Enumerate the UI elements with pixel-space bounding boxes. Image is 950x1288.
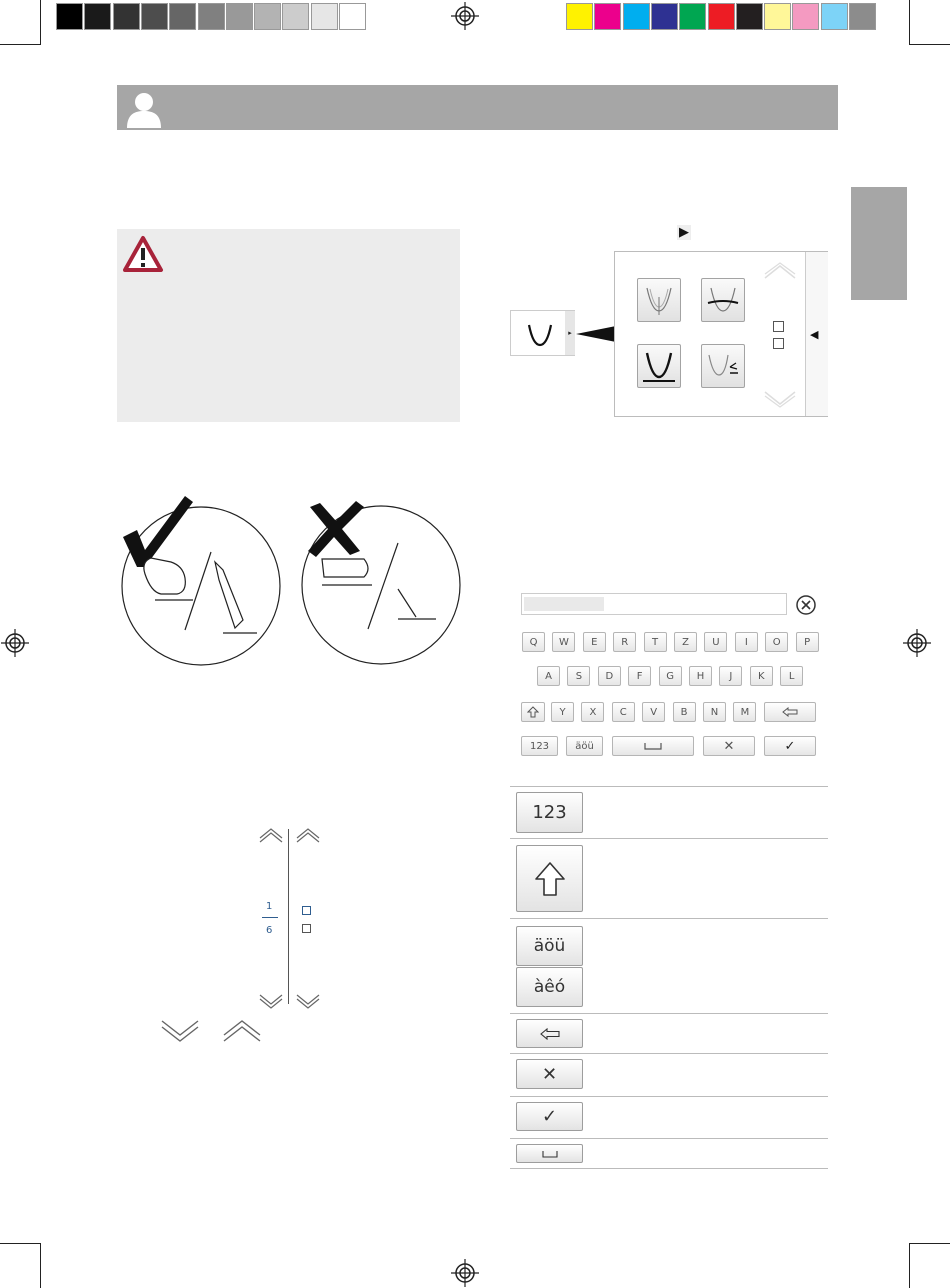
calibration-swatch — [792, 3, 819, 30]
clear-input-icon[interactable] — [795, 594, 817, 616]
scroll-down-chevron-icon[interactable] — [295, 993, 321, 1009]
calibration-swatch — [849, 3, 876, 30]
calibration-swatch — [254, 3, 281, 30]
key-o[interactable]: O — [765, 632, 788, 652]
key-g[interactable]: G — [659, 666, 682, 686]
registration-mark-icon — [903, 629, 931, 657]
chevron-down-icon — [160, 1019, 200, 1043]
table-divider — [510, 1053, 828, 1054]
legend-cancel-key: ✕ — [516, 1059, 583, 1089]
key-k[interactable]: K — [750, 666, 773, 686]
key-y[interactable]: Y — [551, 702, 574, 722]
crop-mark — [0, 44, 40, 45]
crop-mark — [40, 0, 41, 45]
key-c[interactable]: C — [612, 702, 635, 722]
shift-arrow-icon — [534, 861, 566, 897]
registration-mark-icon — [1, 629, 29, 657]
key-f[interactable]: F — [628, 666, 651, 686]
v-curve-bold-button[interactable] — [637, 344, 681, 388]
play-marker: ▶ — [679, 225, 689, 240]
key-t[interactable]: T — [644, 632, 667, 652]
scroller-divider — [288, 829, 289, 1004]
key-x[interactable]: X — [581, 702, 604, 722]
crop-mark — [910, 1243, 950, 1244]
v-curve-plain-icon — [638, 279, 680, 321]
calibration-swatch — [339, 3, 366, 30]
section-header-bar — [117, 85, 838, 130]
calibration-swatch — [736, 3, 763, 30]
touch-incorrect-illustration — [298, 499, 466, 669]
page-indicator-square — [773, 321, 784, 332]
key-i[interactable]: I — [735, 632, 758, 652]
v-curve-line-button[interactable] — [701, 278, 745, 322]
confirm-key[interactable]: ✓ — [764, 736, 816, 756]
shift-key[interactable] — [521, 702, 545, 722]
chapter-side-tab — [851, 187, 907, 300]
v-curve-line-icon — [702, 279, 744, 321]
key-v[interactable]: V — [642, 702, 665, 722]
text-input-field[interactable] — [521, 593, 787, 615]
table-divider — [510, 1013, 828, 1014]
warning-triangle-icon — [122, 235, 164, 273]
key-w[interactable]: W — [552, 632, 575, 652]
table-divider — [510, 1168, 828, 1169]
table-divider — [510, 1138, 828, 1139]
registration-mark-icon — [451, 1259, 479, 1287]
calibration-swatch — [566, 3, 593, 30]
legend-space-key — [516, 1144, 583, 1163]
legend-confirm-key: ✓ — [516, 1102, 583, 1131]
page-fraction-bar — [262, 917, 278, 918]
key-m[interactable]: M — [733, 702, 756, 722]
calibration-swatch — [169, 3, 196, 30]
page-indicator-square — [302, 906, 311, 915]
table-divider — [510, 918, 828, 919]
backspace-arrow-icon — [782, 707, 798, 717]
table-divider — [510, 1096, 828, 1097]
crop-mark — [909, 1243, 910, 1288]
calibration-swatch — [84, 3, 111, 30]
calibration-swatch — [708, 3, 735, 30]
key-n[interactable]: N — [703, 702, 726, 722]
page-fraction-denominator: 6 — [266, 925, 273, 936]
scroll-down-chevron-icon[interactable] — [258, 993, 284, 1009]
calibration-swatch — [311, 3, 338, 30]
touch-correct-illustration — [115, 492, 285, 667]
key-d[interactable]: D — [598, 666, 621, 686]
key-r[interactable]: R — [613, 632, 636, 652]
legend-accent-key: àêó — [516, 967, 583, 1007]
warning-box — [117, 229, 460, 422]
curve-options-popup — [614, 251, 828, 417]
page-indicator-square — [302, 924, 311, 933]
calibration-swatch — [821, 3, 848, 30]
shift-arrow-icon — [527, 706, 539, 718]
key-a[interactable]: A — [537, 666, 560, 686]
callout-wedge — [576, 326, 616, 342]
collapse-arrow-icon[interactable]: ◀ — [810, 328, 819, 341]
crop-mark — [40, 1243, 41, 1288]
space-key[interactable] — [612, 736, 694, 756]
expand-arrow-icon: ▸ — [565, 311, 575, 355]
key-b[interactable]: B — [673, 702, 696, 722]
calibration-swatch — [141, 3, 168, 30]
v-curve-icon — [525, 319, 555, 349]
space-bar-icon — [542, 1150, 558, 1158]
calibration-swatch — [56, 3, 83, 30]
key-h[interactable]: H — [689, 666, 712, 686]
page-fraction-numerator: 1 — [266, 901, 273, 912]
key-e[interactable]: E — [583, 632, 606, 652]
popup-side-strip — [805, 252, 828, 416]
scroll-up-icon[interactable] — [763, 262, 797, 280]
scroll-up-chevron-icon[interactable] — [295, 828, 321, 844]
numeric-key[interactable]: 123 — [521, 736, 558, 756]
cancel-key[interactable]: ✕ — [703, 736, 755, 756]
crop-mark — [0, 1243, 40, 1244]
key-l[interactable]: L — [780, 666, 803, 686]
calibration-swatch — [764, 3, 791, 30]
key-q[interactable]: Q — [522, 632, 545, 652]
page-indicator-square — [773, 338, 784, 349]
key-s[interactable]: S — [567, 666, 590, 686]
scroll-down-icon[interactable] — [763, 390, 797, 408]
registration-mark-icon — [451, 2, 479, 30]
backspace-arrow-icon — [540, 1028, 560, 1040]
key-z[interactable]: Z — [674, 632, 697, 652]
calibration-swatch — [226, 3, 253, 30]
backspace-key[interactable] — [764, 702, 816, 722]
calibration-swatch — [623, 3, 650, 30]
legend-umlaut-key: äöü — [516, 926, 583, 966]
legend-numeric-key: 123 — [516, 792, 583, 833]
v-curve-angle-icon — [702, 345, 744, 387]
key-u[interactable]: U — [704, 632, 727, 652]
calibration-swatch — [113, 3, 140, 30]
v-curve-bold-icon — [638, 345, 680, 387]
v-curve-angle-button[interactable] — [701, 344, 745, 388]
v-curve-plain-button[interactable] — [637, 278, 681, 322]
curve-selector-button[interactable] — [510, 310, 575, 356]
space-bar-icon — [644, 742, 662, 750]
key-p[interactable]: P — [796, 632, 819, 652]
chevron-up-icon — [222, 1019, 262, 1043]
legend-backspace-key — [516, 1019, 583, 1048]
text-input-highlight — [524, 597, 604, 611]
calibration-swatch — [651, 3, 678, 30]
crop-mark — [909, 0, 910, 45]
scroll-up-chevron-icon[interactable] — [258, 828, 284, 844]
key-j[interactable]: J — [719, 666, 742, 686]
special-chars-key[interactable]: äöü — [566, 736, 603, 756]
calibration-swatch — [594, 3, 621, 30]
calibration-swatch — [198, 3, 225, 30]
person-icon — [125, 90, 163, 128]
crop-mark — [910, 44, 950, 45]
calibration-swatch — [282, 3, 309, 30]
table-divider — [510, 838, 828, 839]
table-divider — [510, 786, 828, 787]
legend-shift-key — [516, 845, 583, 912]
calibration-swatch — [679, 3, 706, 30]
